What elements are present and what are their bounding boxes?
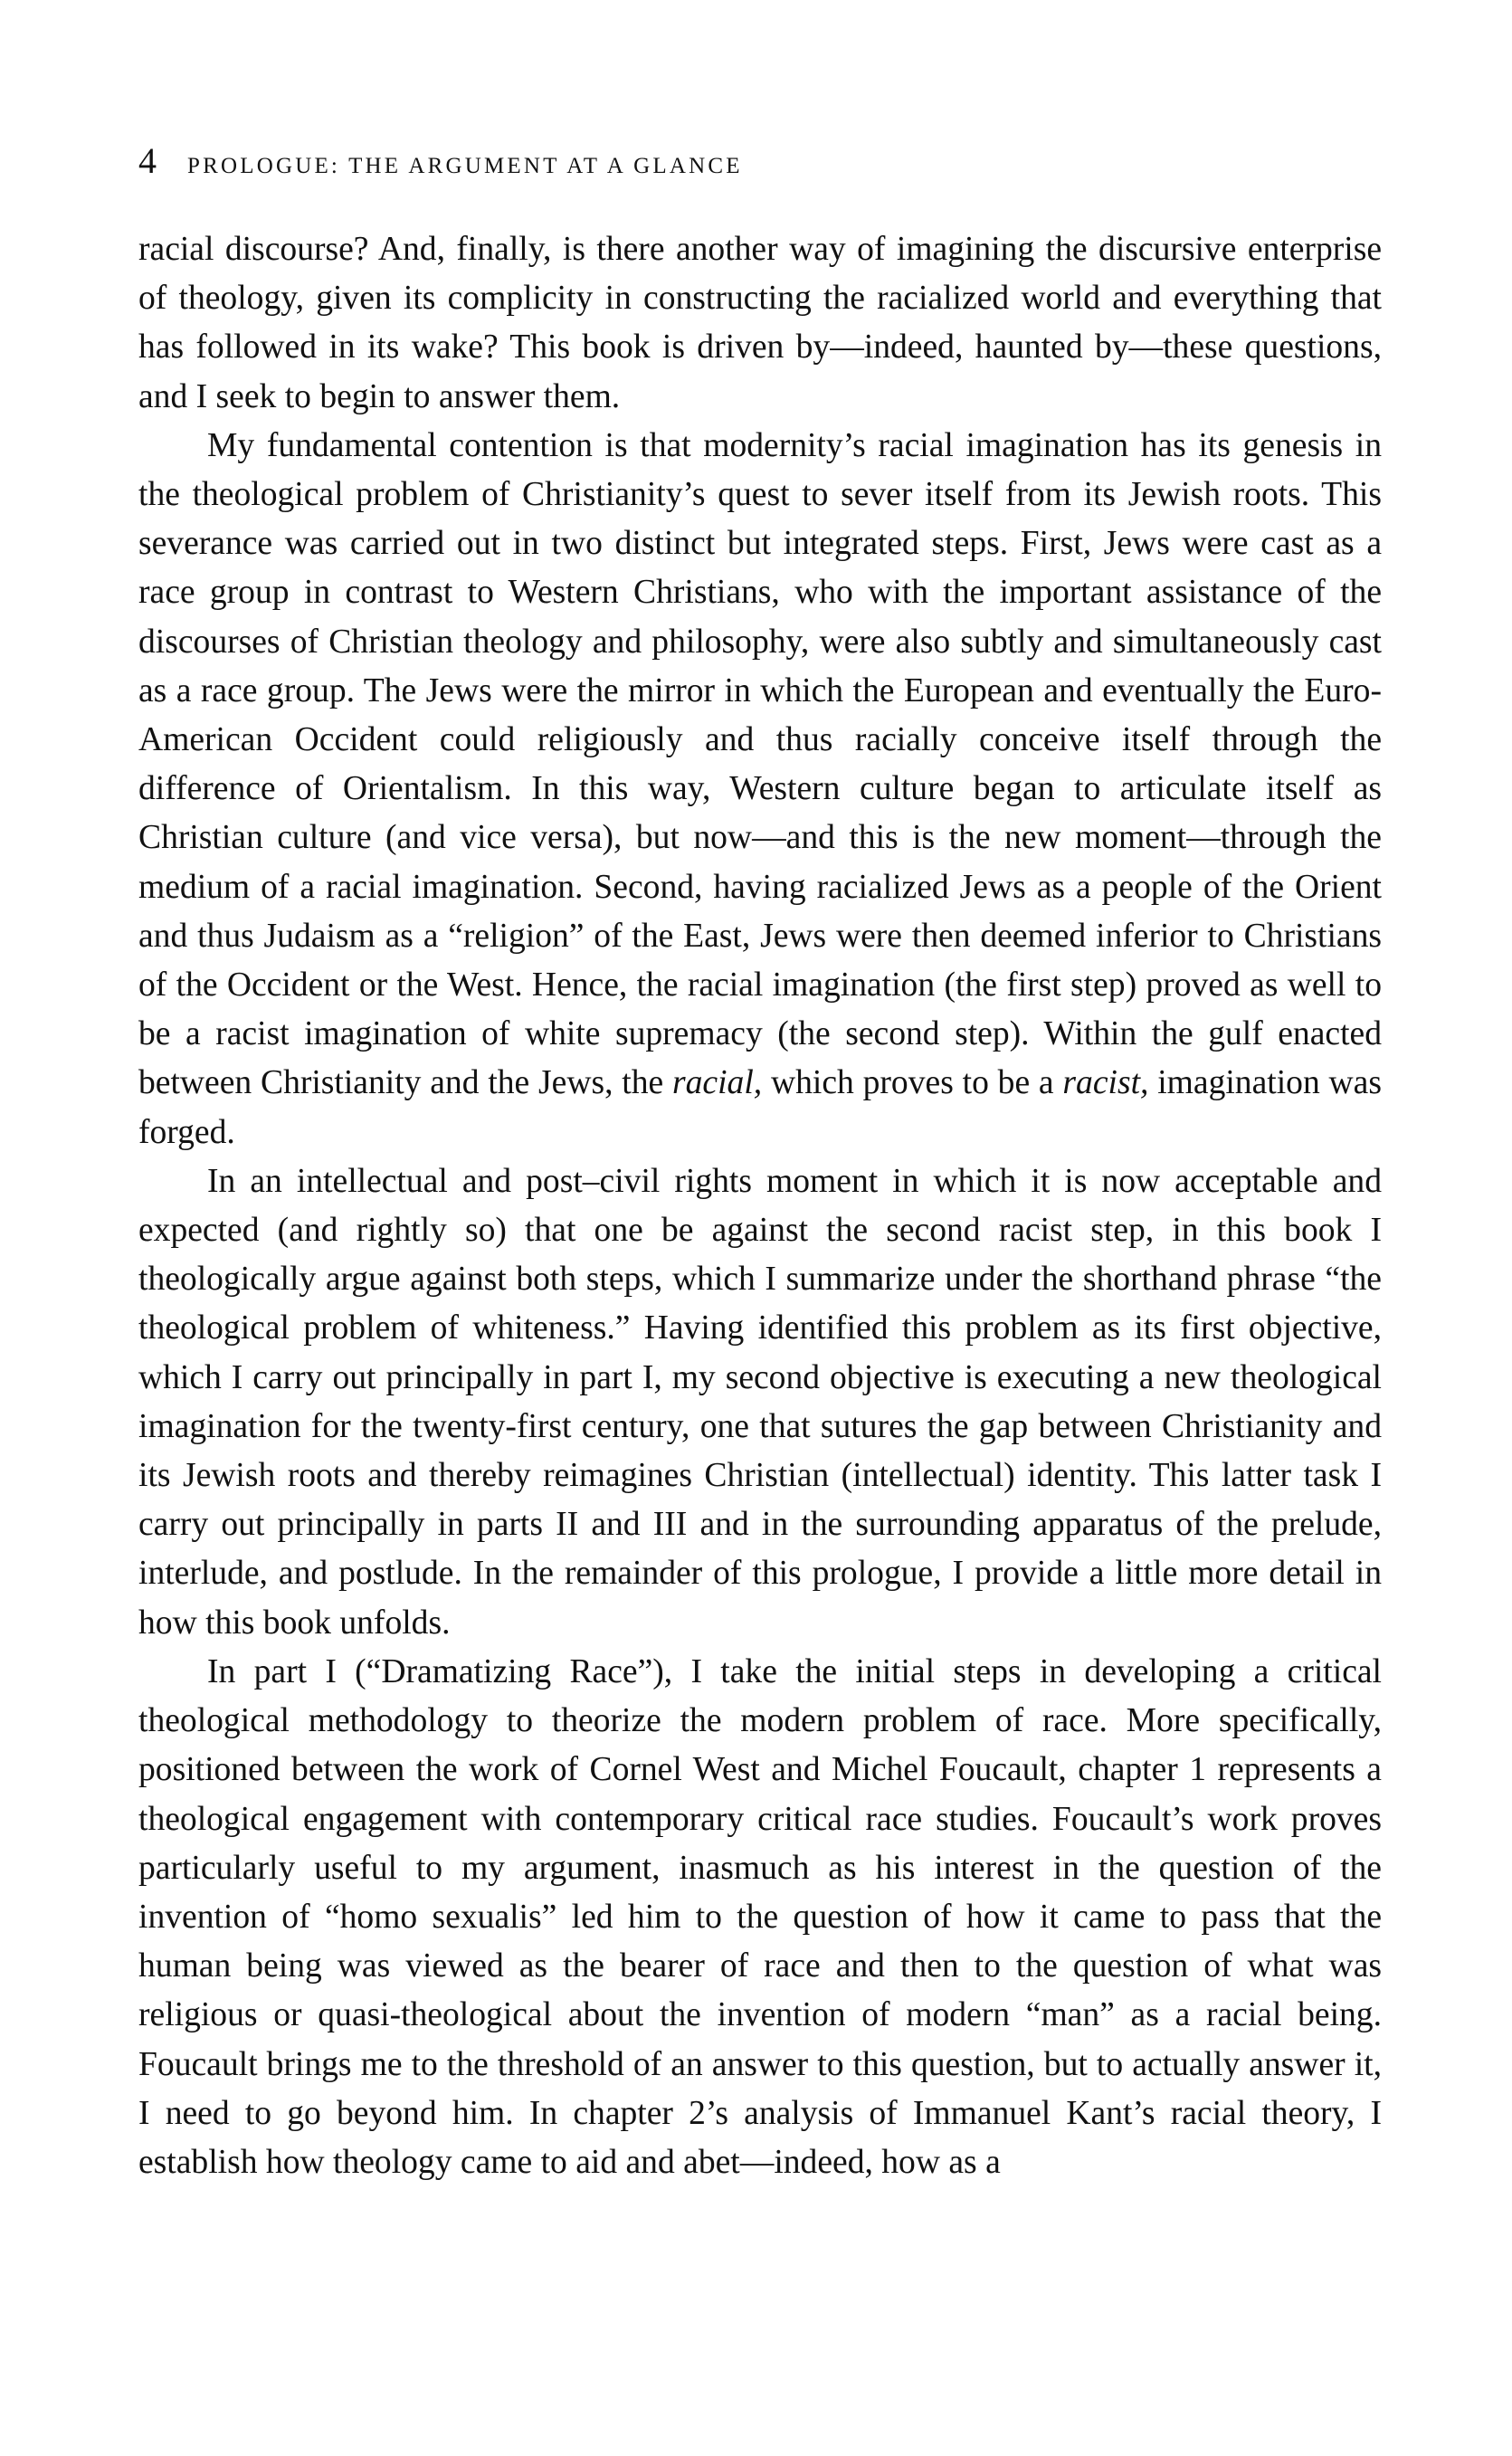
paragraph-2-end: imagination was forged. xyxy=(138,1064,1382,1151)
italic-racial: racial, xyxy=(672,1064,763,1102)
paragraph-3: In an intellectual and post–civil rights moment in which it is now acceptable and expected (and rightly so) that one be against the second racist step, in this book I theologically argue against both steps, which I summarize under the shorthand phrase “the theological problem of whiteness.” Having identified this problem as its first objective, which I carry out principally in part I, my second objective is executing a new theological imagination for the twenty-first century, one that sutures the gap between Christianity and its Jewish roots and thereby reimagines Christian (intellectual) identity. This latter task I carry out principally in parts II and III and in the surrounding apparatus of the prelude, interlude, and postlude. In the remainder of this prologue, I provide a little more detail in how this book unfolds. xyxy=(138,1162,1382,1642)
page-number: 4 xyxy=(138,140,157,181)
running-title: PROLOGUE: THE ARGUMENT AT A GLANCE xyxy=(187,154,743,178)
body-text xyxy=(138,225,1382,2187)
paragraph-1: racial discourse? And, finally, is there another way of imagining the discursive enterprise of theology, given its complicity in constructing the racialized world and everything that has followed in its wake? This book is driven by—indeed, haunted by—these questions, and I seek to begin to answer them. xyxy=(138,231,1382,415)
running-head xyxy=(138,139,743,181)
paragraph-4: In part I (“Dramatizing Race”), I take the initial steps in developing a critical theological methodology to theorize the modern problem of race. More specifically, positioned between the work of Cornel West and Michel Foucault, chapter 1 represents a theological engagement with contemporary critical race studies. Foucault’s work proves particularly useful to my argument, inasmuch as his interest in the question of the invention of “homo sexualis” led him to the question of how it came to pass that the human being was viewed as the bearer of race and then to the question of what was religious or quasi-theological about the invention of modern “man” as a racial being. Foucault brings me to the threshold of an answer to this question, but to actually answer it, I need to go beyond him. In chapter 2’s analysis of Immanuel Kant’s racial theory, I establish how theology came to aid and abet—indeed, how as a xyxy=(138,1652,1382,2181)
paragraph-2-text: My fundamental contention is that modernity’s racial imagination has its genesis in the theological problem of Christianity’s quest to sever itself from its Jewish roots. This severance was carried out in two distinct but integrated steps. First, Jews were cast as a race group in contrast to Western Christians, who with the important assistance of the discourses of Christian theology and philosophy, were also subtly and simultaneously cast as a race group. The Jews were the mirror in which the European and eventually the Euro-American Occident could religiously and thus racially conceive itself through the difference of Orientalism. In this way, Western culture began to articulate itself as Christian culture (and vice versa), but now—and this is the new moment—through the medium of a racial imagination. Second, having racialized Jews as a people of the Orient and thus Judaism as a “religion” of the East, Jews were then deemed inferior to Christians of the Occident or the West. Hence, the racial imagination (the first step) proved as well to be a racist imagination of white supremacy (the second step). Within the gulf enacted between Christianity and the Jews, the xyxy=(138,426,1382,1102)
paragraph-2-middle: which proves to be a xyxy=(762,1064,1063,1102)
paragraph-2 xyxy=(138,422,1382,1157)
italic-racist: racist, xyxy=(1062,1064,1149,1102)
